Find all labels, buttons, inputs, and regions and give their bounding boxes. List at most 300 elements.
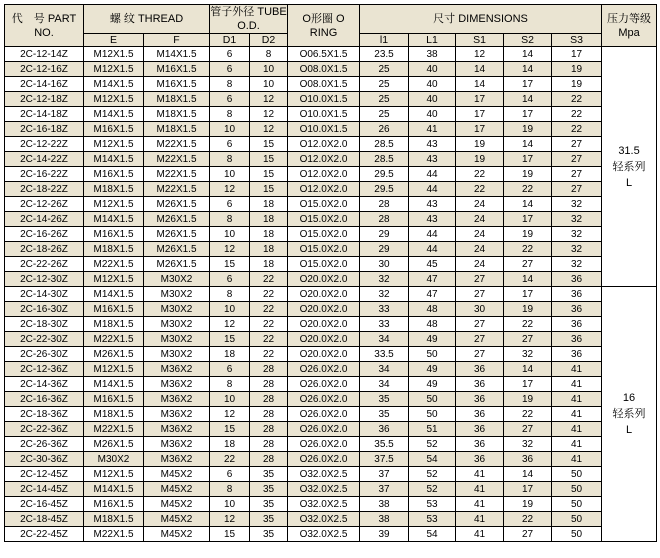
cell-thread-e: M26X1.5 (84, 437, 144, 452)
cell-part-no: 2C-26-36Z (5, 437, 84, 452)
cell-dim-s2: 32 (504, 347, 552, 362)
cell-tube-d1: 8 (210, 107, 250, 122)
cell-o-ring: O26.0X2.0 (288, 392, 360, 407)
cell-dim-l1-small: 29.5 (360, 167, 409, 182)
cell-tube-d1: 15 (210, 332, 250, 347)
cell-thread-f: M22X1.5 (144, 137, 210, 152)
table-row (5, 107, 657, 122)
cell-dim-s3: 17 (552, 47, 602, 62)
cell-tube-d1: 6 (210, 467, 250, 482)
cell-dim-l1-small: 37 (360, 467, 409, 482)
cell-part-no: 2C-18-36Z (5, 407, 84, 422)
cell-tube-d1: 8 (210, 212, 250, 227)
header-s2: S2 (504, 34, 552, 47)
cell-dim-s3: 36 (552, 302, 602, 317)
pressure-value: 16 (622, 392, 636, 404)
cell-dim-s3: 36 (552, 347, 602, 362)
header-part-no: 代 号 PART NO. (5, 5, 84, 47)
cell-dim-l1-large: 52 (409, 467, 456, 482)
cell-thread-f: M45X2 (144, 512, 210, 527)
cell-thread-f: M14X1.5 (144, 47, 210, 62)
cell-thread-e: M12X1.5 (84, 467, 144, 482)
table-row (5, 302, 657, 317)
cell-dim-l1-small: 33 (360, 317, 409, 332)
cell-part-no: 2C-14-22Z (5, 152, 84, 167)
cell-dim-l1-large: 48 (409, 302, 456, 317)
cell-dim-l1-large: 49 (409, 377, 456, 392)
cell-dim-s1: 24 (456, 257, 504, 272)
cell-dim-s1: 41 (456, 512, 504, 527)
pressure-value: 31.5 (618, 144, 640, 157)
cell-o-ring: O26.0X2.0 (288, 362, 360, 377)
cell-dim-s1: 41 (456, 467, 504, 482)
table-row (5, 377, 657, 392)
header-l1-small: l1 (360, 34, 409, 47)
cell-dim-s3: 50 (552, 497, 602, 512)
table-row (5, 362, 657, 377)
cell-tube-d1: 6 (210, 62, 250, 77)
cell-thread-e: M22X1.5 (84, 332, 144, 347)
header-d2: D2 (250, 34, 288, 47)
cell-tube-d2: 15 (250, 167, 288, 182)
table-row (5, 512, 657, 527)
header-s1: S1 (456, 34, 504, 47)
spec-table (4, 4, 657, 542)
cell-o-ring: O20.0X2.0 (288, 347, 360, 362)
cell-thread-f: M30X2 (144, 272, 210, 287)
cell-tube-d1: 15 (210, 527, 250, 542)
cell-thread-f: M26X1.5 (144, 242, 210, 257)
cell-dim-l1-small: 34 (360, 332, 409, 347)
cell-thread-e: M12X1.5 (84, 362, 144, 377)
cell-o-ring: O26.0X2.0 (288, 422, 360, 437)
cell-thread-e: M16X1.5 (84, 392, 144, 407)
cell-dim-l1-large: 43 (409, 152, 456, 167)
table-row (5, 122, 657, 137)
cell-dim-s2: 17 (504, 77, 552, 92)
cell-dim-l1-large: 51 (409, 422, 456, 437)
cell-part-no: 2C-12-26Z (5, 197, 84, 212)
cell-dim-s2: 17 (504, 212, 552, 227)
cell-dim-s3: 36 (552, 332, 602, 347)
cell-tube-d1: 8 (210, 152, 250, 167)
cell-part-no: 2C-26-30Z (5, 347, 84, 362)
cell-o-ring: O26.0X2.0 (288, 452, 360, 467)
cell-o-ring: O32.0X2.5 (288, 527, 360, 542)
cell-dim-l1-small: 36 (360, 422, 409, 437)
cell-dim-s2: 22 (504, 512, 552, 527)
cell-dim-s2: 14 (504, 197, 552, 212)
cell-o-ring: O20.0X2.0 (288, 317, 360, 332)
cell-o-ring: O20.0X2.0 (288, 302, 360, 317)
cell-dim-l1-small: 26 (360, 122, 409, 137)
cell-dim-l1-small: 34 (360, 362, 409, 377)
cell-dim-l1-large: 53 (409, 512, 456, 527)
cell-o-ring: O15.0X2.0 (288, 212, 360, 227)
cell-tube-d2: 22 (250, 332, 288, 347)
table-row (5, 422, 657, 437)
spec-table-body (5, 47, 657, 542)
cell-part-no: 2C-14-26Z (5, 212, 84, 227)
cell-part-no: 2C-12-14Z (5, 47, 84, 62)
table-row (5, 287, 657, 302)
cell-thread-f: M26X1.5 (144, 197, 210, 212)
cell-dim-l1-small: 32 (360, 287, 409, 302)
cell-part-no: 2C-12-45Z (5, 467, 84, 482)
cell-tube-d2: 18 (250, 242, 288, 257)
cell-dim-s1: 41 (456, 482, 504, 497)
cell-o-ring: O26.0X2.0 (288, 437, 360, 452)
cell-o-ring: O20.0X2.0 (288, 287, 360, 302)
cell-dim-s2: 19 (504, 167, 552, 182)
cell-dim-s1: 24 (456, 242, 504, 257)
cell-dim-s3: 32 (552, 257, 602, 272)
table-row (5, 167, 657, 182)
cell-dim-s1: 27 (456, 332, 504, 347)
cell-tube-d1: 6 (210, 272, 250, 287)
cell-thread-e: M16X1.5 (84, 227, 144, 242)
cell-o-ring: O12.0X2.0 (288, 182, 360, 197)
cell-dim-l1-large: 40 (409, 92, 456, 107)
cell-part-no: 2C-14-36Z (5, 377, 84, 392)
cell-thread-e: M16X1.5 (84, 302, 144, 317)
cell-thread-e: M14X1.5 (84, 287, 144, 302)
cell-dim-l1-large: 48 (409, 317, 456, 332)
cell-dim-s3: 27 (552, 137, 602, 152)
cell-part-no: 2C-12-16Z (5, 62, 84, 77)
table-row (5, 92, 657, 107)
cell-dim-l1-small: 28.5 (360, 137, 409, 152)
cell-thread-e: M16X1.5 (84, 122, 144, 137)
cell-o-ring: O10.0X1.5 (288, 122, 360, 137)
cell-o-ring: O26.0X2.0 (288, 377, 360, 392)
cell-thread-f: M30X2 (144, 287, 210, 302)
cell-tube-d2: 28 (250, 362, 288, 377)
cell-part-no: 2C-16-30Z (5, 302, 84, 317)
cell-dim-s1: 27 (456, 287, 504, 302)
cell-dim-l1-small: 29 (360, 242, 409, 257)
cell-tube-d2: 12 (250, 107, 288, 122)
cell-thread-f: M26X1.5 (144, 257, 210, 272)
cell-dim-s1: 19 (456, 152, 504, 167)
cell-tube-d1: 12 (210, 512, 250, 527)
cell-tube-d2: 22 (250, 302, 288, 317)
cell-tube-d2: 28 (250, 392, 288, 407)
cell-dim-l1-large: 50 (409, 407, 456, 422)
cell-thread-e: M18X1.5 (84, 512, 144, 527)
table-row (5, 152, 657, 167)
cell-dim-l1-small: 37.5 (360, 452, 409, 467)
cell-thread-f: M36X2 (144, 392, 210, 407)
cell-o-ring: O26.0X2.0 (288, 407, 360, 422)
cell-dim-s3: 22 (552, 122, 602, 137)
cell-dim-s3: 32 (552, 197, 602, 212)
cell-part-no: 2C-12-18Z (5, 92, 84, 107)
cell-dim-l1-large: 45 (409, 257, 456, 272)
cell-tube-d1: 6 (210, 137, 250, 152)
cell-tube-d1: 15 (210, 422, 250, 437)
cell-tube-d1: 18 (210, 347, 250, 362)
cell-tube-d1: 6 (210, 47, 250, 62)
cell-part-no: 2C-16-36Z (5, 392, 84, 407)
cell-thread-e: M16X1.5 (84, 497, 144, 512)
cell-thread-f: M30X2 (144, 332, 210, 347)
cell-tube-d1: 8 (210, 77, 250, 92)
cell-dim-s2: 19 (504, 497, 552, 512)
cell-dim-s2: 19 (504, 227, 552, 242)
cell-dim-s1: 22 (456, 182, 504, 197)
cell-tube-d2: 10 (250, 77, 288, 92)
cell-tube-d2: 35 (250, 482, 288, 497)
cell-dim-s3: 32 (552, 242, 602, 257)
cell-dim-l1-small: 23.5 (360, 47, 409, 62)
cell-o-ring: O15.0X2.0 (288, 197, 360, 212)
table-row (5, 452, 657, 467)
cell-dim-s1: 17 (456, 122, 504, 137)
cell-dim-s1: 22 (456, 167, 504, 182)
cell-thread-f: M36X2 (144, 407, 210, 422)
cell-tube-d2: 35 (250, 527, 288, 542)
cell-dim-s2: 14 (504, 272, 552, 287)
cell-dim-l1-large: 54 (409, 452, 456, 467)
cell-dim-s3: 50 (552, 512, 602, 527)
cell-dim-l1-small: 38 (360, 512, 409, 527)
cell-o-ring: O08.0X1.5 (288, 77, 360, 92)
cell-part-no: 2C-14-18Z (5, 107, 84, 122)
cell-tube-d2: 22 (250, 287, 288, 302)
cell-dim-s2: 27 (504, 422, 552, 437)
cell-dim-s1: 30 (456, 302, 504, 317)
table-row (5, 62, 657, 77)
cell-dim-s2: 14 (504, 47, 552, 62)
cell-thread-e: M12X1.5 (84, 137, 144, 152)
cell-dim-l1-large: 52 (409, 437, 456, 452)
table-row (5, 227, 657, 242)
pressure-code: L (625, 176, 633, 189)
cell-thread-f: M45X2 (144, 527, 210, 542)
cell-dim-s1: 27 (456, 317, 504, 332)
header-s3: S3 (552, 34, 602, 47)
cell-o-ring: O06.5X1.5 (288, 47, 360, 62)
cell-thread-e: M12X1.5 (84, 92, 144, 107)
cell-dim-l1-large: 40 (409, 107, 456, 122)
cell-tube-d2: 18 (250, 197, 288, 212)
cell-dim-l1-small: 28 (360, 197, 409, 212)
cell-thread-f: M26X1.5 (144, 212, 210, 227)
cell-dim-l1-large: 53 (409, 497, 456, 512)
cell-tube-d1: 12 (210, 317, 250, 332)
cell-o-ring: O32.0X2.5 (288, 467, 360, 482)
cell-thread-e: M16X1.5 (84, 167, 144, 182)
cell-tube-d2: 18 (250, 227, 288, 242)
table-row (5, 332, 657, 347)
cell-dim-s3: 50 (552, 467, 602, 482)
cell-tube-d2: 18 (250, 212, 288, 227)
cell-tube-d1: 10 (210, 497, 250, 512)
cell-tube-d1: 15 (210, 257, 250, 272)
cell-part-no: 2C-16-22Z (5, 167, 84, 182)
cell-dim-s3: 41 (552, 452, 602, 467)
cell-tube-d2: 8 (250, 47, 288, 62)
cell-thread-e: M18X1.5 (84, 317, 144, 332)
cell-thread-f: M45X2 (144, 467, 210, 482)
cell-part-no: 2C-18-45Z (5, 512, 84, 527)
cell-dim-s3: 36 (552, 287, 602, 302)
cell-thread-e: M14X1.5 (84, 152, 144, 167)
cell-o-ring: O15.0X2.0 (288, 257, 360, 272)
cell-dim-l1-small: 37 (360, 482, 409, 497)
header-l1-large: L1 (409, 34, 456, 47)
pressure-series: 轻系列 (612, 408, 646, 420)
cell-thread-e: M26X1.5 (84, 347, 144, 362)
cell-dim-s3: 19 (552, 62, 602, 77)
cell-tube-d2: 35 (250, 467, 288, 482)
cell-dim-l1-small: 25 (360, 107, 409, 122)
cell-tube-d2: 15 (250, 182, 288, 197)
cell-dim-l1-large: 43 (409, 212, 456, 227)
cell-dim-s1: 36 (456, 377, 504, 392)
table-row (5, 257, 657, 272)
cell-dim-s2: 27 (504, 332, 552, 347)
cell-o-ring: O12.0X2.0 (288, 167, 360, 182)
cell-dim-l1-small: 38 (360, 497, 409, 512)
cell-tube-d1: 10 (210, 302, 250, 317)
header-f: F (144, 34, 210, 47)
cell-part-no: 2C-22-30Z (5, 332, 84, 347)
cell-thread-e: M14X1.5 (84, 482, 144, 497)
cell-thread-e: M14X1.5 (84, 107, 144, 122)
cell-thread-f: M22X1.5 (144, 167, 210, 182)
cell-thread-f: M30X2 (144, 347, 210, 362)
table-row (5, 407, 657, 422)
cell-o-ring: O12.0X2.0 (288, 137, 360, 152)
spec-table-sheet (4, 4, 656, 542)
header-pressure: 压力等级 Mpa (602, 5, 657, 47)
cell-tube-d1: 8 (210, 482, 250, 497)
cell-dim-s1: 36 (456, 437, 504, 452)
cell-part-no: 2C-22-26Z (5, 257, 84, 272)
cell-dim-s2: 14 (504, 467, 552, 482)
table-row (5, 212, 657, 227)
cell-dim-l1-small: 35 (360, 407, 409, 422)
cell-thread-f: M26X1.5 (144, 227, 210, 242)
cell-dim-s2: 22 (504, 242, 552, 257)
cell-thread-e: M12X1.5 (84, 62, 144, 77)
cell-dim-s1: 17 (456, 107, 504, 122)
table-row (5, 497, 657, 512)
cell-thread-f: M30X2 (144, 302, 210, 317)
cell-dim-s2: 17 (504, 152, 552, 167)
pressure-series: 轻系列 (612, 160, 646, 173)
cell-dim-l1-small: 39 (360, 527, 409, 542)
cell-dim-s2: 14 (504, 92, 552, 107)
cell-thread-e: M22X1.5 (84, 257, 144, 272)
cell-dim-l1-large: 38 (409, 47, 456, 62)
cell-tube-d2: 12 (250, 122, 288, 137)
cell-dim-s1: 41 (456, 527, 504, 542)
cell-dim-s1: 27 (456, 272, 504, 287)
cell-dim-s2: 19 (504, 122, 552, 137)
cell-thread-e: M14X1.5 (84, 377, 144, 392)
cell-tube-d1: 10 (210, 167, 250, 182)
cell-o-ring: O20.0X2.0 (288, 332, 360, 347)
pressure-code: L (625, 424, 633, 436)
cell-thread-f: M22X1.5 (144, 182, 210, 197)
cell-tube-d1: 18 (210, 437, 250, 452)
cell-dim-l1-small: 25 (360, 62, 409, 77)
cell-tube-d2: 15 (250, 152, 288, 167)
cell-dim-l1-small: 33.5 (360, 347, 409, 362)
cell-dim-s3: 41 (552, 422, 602, 437)
cell-dim-s2: 14 (504, 362, 552, 377)
cell-tube-d1: 12 (210, 182, 250, 197)
cell-dim-l1-large: 40 (409, 62, 456, 77)
cell-o-ring: O10.0X1.5 (288, 107, 360, 122)
cell-tube-d2: 10 (250, 62, 288, 77)
cell-thread-e: M22X1.5 (84, 527, 144, 542)
cell-tube-d2: 28 (250, 407, 288, 422)
pressure-group-cell (602, 47, 657, 287)
cell-part-no: 2C-16-18Z (5, 122, 84, 137)
cell-tube-d2: 35 (250, 512, 288, 527)
cell-dim-s1: 36 (456, 452, 504, 467)
cell-part-no: 2C-14-45Z (5, 482, 84, 497)
cell-dim-l1-small: 33 (360, 302, 409, 317)
cell-thread-f: M36X2 (144, 422, 210, 437)
header-dimensions: 尺寸 DIMENSIONS (360, 5, 602, 34)
cell-dim-s2: 32 (504, 437, 552, 452)
cell-part-no: 2C-14-16Z (5, 77, 84, 92)
cell-part-no: 2C-16-26Z (5, 227, 84, 242)
cell-dim-l1-large: 47 (409, 287, 456, 302)
cell-dim-s3: 22 (552, 107, 602, 122)
cell-dim-s3: 22 (552, 92, 602, 107)
cell-o-ring: O20.0X2.0 (288, 272, 360, 287)
cell-dim-s2: 27 (504, 257, 552, 272)
cell-thread-f: M36X2 (144, 377, 210, 392)
cell-dim-l1-large: 44 (409, 167, 456, 182)
cell-part-no: 2C-12-36Z (5, 362, 84, 377)
cell-tube-d1: 8 (210, 377, 250, 392)
cell-thread-f: M36X2 (144, 437, 210, 452)
cell-dim-s1: 36 (456, 362, 504, 377)
cell-dim-s2: 17 (504, 377, 552, 392)
cell-dim-l1-small: 29 (360, 227, 409, 242)
cell-thread-e: M12X1.5 (84, 47, 144, 62)
cell-thread-f: M22X1.5 (144, 152, 210, 167)
cell-thread-e: M14X1.5 (84, 212, 144, 227)
cell-tube-d1: 6 (210, 197, 250, 212)
table-row (5, 347, 657, 362)
cell-tube-d2: 12 (250, 92, 288, 107)
cell-dim-l1-small: 35.5 (360, 437, 409, 452)
cell-part-no: 2C-18-30Z (5, 317, 84, 332)
cell-dim-l1-large: 43 (409, 197, 456, 212)
cell-tube-d1: 10 (210, 122, 250, 137)
cell-dim-s1: 36 (456, 422, 504, 437)
cell-dim-l1-large: 44 (409, 242, 456, 257)
cell-thread-e: M18X1.5 (84, 182, 144, 197)
cell-dim-s1: 41 (456, 497, 504, 512)
cell-dim-l1-large: 47 (409, 272, 456, 287)
header-e: E (84, 34, 144, 47)
cell-dim-s2: 19 (504, 302, 552, 317)
cell-dim-s1: 14 (456, 62, 504, 77)
cell-tube-d2: 28 (250, 377, 288, 392)
header-o-ring: O形圈 O RING (288, 5, 360, 47)
cell-dim-s1: 24 (456, 212, 504, 227)
cell-tube-d2: 28 (250, 452, 288, 467)
